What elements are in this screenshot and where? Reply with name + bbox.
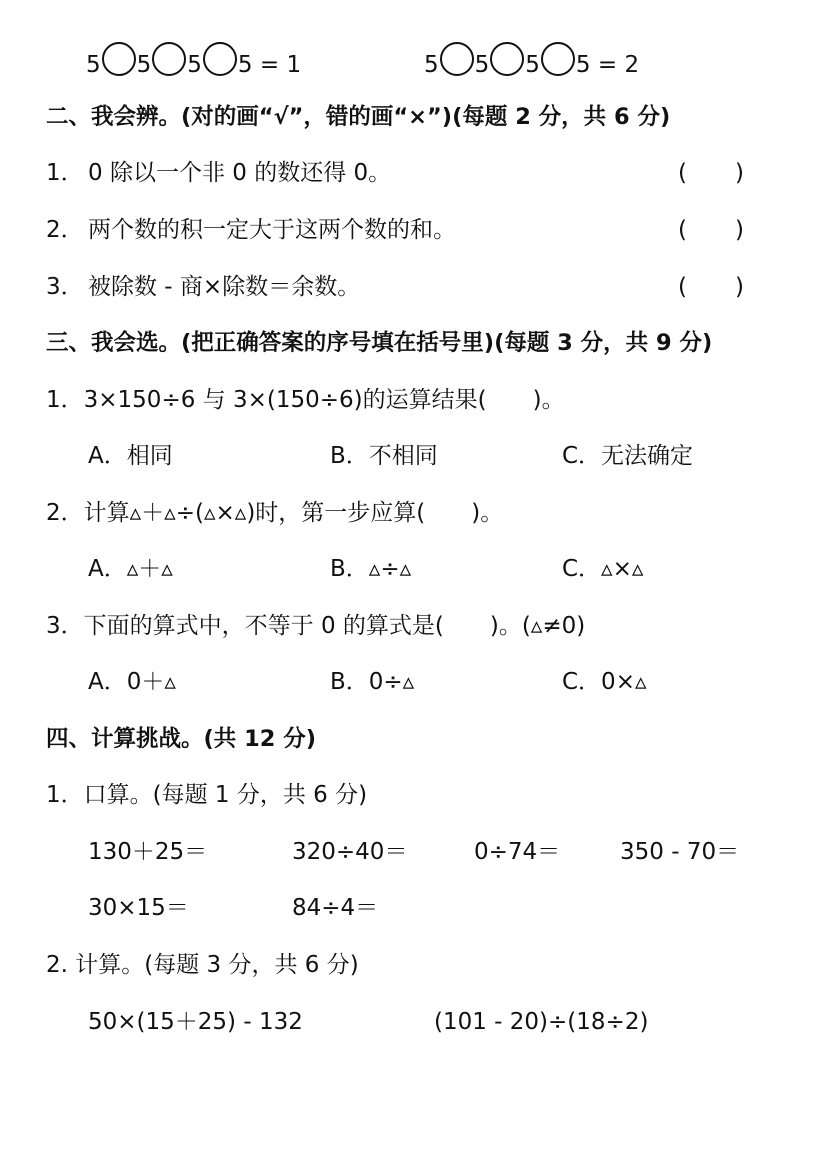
number: 5 (237, 52, 253, 78)
calc-item: 130＋25＝ (88, 839, 208, 865)
section-2-heading (0, 97, 820, 137)
judge-item-3 (0, 267, 820, 307)
blank-circle[interactable] (152, 42, 186, 76)
blank-circle[interactable] (203, 42, 237, 76)
option-b[interactable]: B．不相同 (330, 443, 438, 469)
calc-item: 350 - 70＝ (620, 839, 740, 865)
answer-bracket-close[interactable]: ) (735, 217, 744, 243)
answer-bracket-close[interactable]: ) (735, 274, 744, 300)
option-a[interactable]: A．相同 (88, 443, 173, 469)
calc-expression: (101 - 20)÷(18÷2) (434, 1009, 649, 1035)
calc-item: 320÷40＝ (292, 839, 408, 865)
calc-expression: 50×(15＋25) - 132 (88, 1009, 303, 1035)
calc-row (0, 1002, 820, 1042)
equation-row (0, 42, 820, 82)
equation-2 (424, 42, 639, 85)
choice-question-1 (0, 380, 820, 420)
part-title: 1．口算。(每题 1 分，共 6 分) (46, 782, 368, 808)
option-c[interactable]: C．▵×▵ (562, 556, 644, 582)
option-b[interactable]: B．0÷▵ (330, 669, 415, 695)
section-4-heading (0, 719, 820, 759)
option-a[interactable]: A．0＋▵ (88, 669, 176, 695)
option-b[interactable]: B．▵÷▵ (330, 556, 412, 582)
choice-options-1 (0, 436, 820, 476)
calc-item: 30×15＝ (88, 895, 189, 921)
calc-item: 84÷4＝ (292, 895, 379, 921)
equation-result: = 2 (597, 52, 640, 78)
question-text: 2．计算▵＋▵÷(▵×▵)时，第一步应算( )。 (46, 500, 504, 526)
answer-bracket-open[interactable]: ( (678, 217, 687, 243)
option-c[interactable]: C．0×▵ (562, 669, 647, 695)
section-title: 四、计算挑战。(共 12 分) (46, 726, 317, 752)
blank-circle[interactable] (541, 42, 575, 76)
oral-calc-heading (0, 775, 820, 815)
number: 5 (187, 52, 202, 78)
section-3-heading (0, 323, 820, 363)
item-number: 1． (46, 160, 84, 186)
question-text: 3．下面的算式中，不等于 0 的算式是( )。(▵≠0) (46, 613, 586, 639)
option-c[interactable]: C．无法确定 (562, 443, 694, 469)
item-text: 0 除以一个非 0 的数还得 0。 (88, 160, 392, 186)
judge-item-2 (0, 210, 820, 250)
choice-question-3 (0, 606, 820, 646)
section-title: 二、我会辨。(对的画“√”，错的画“×”)(每题 2 分，共 6 分) (46, 104, 671, 130)
judge-item-1 (0, 153, 820, 193)
item-number: 3． (46, 274, 84, 300)
equation-result: = 1 (259, 52, 302, 78)
number: 5 (474, 52, 490, 78)
choice-question-2 (0, 493, 820, 533)
answer-bracket-open[interactable]: ( (678, 274, 687, 300)
number: 5 (86, 52, 101, 78)
oral-calc-row-2 (0, 888, 820, 928)
blank-circle[interactable] (490, 42, 524, 76)
calc-item: 0÷74＝ (474, 839, 561, 865)
number: 5 (525, 52, 540, 78)
item-text: 两个数的积一定大于这两个数的和。 (88, 217, 456, 243)
calc-heading (0, 945, 820, 985)
part-title: 2. 计算。(每题 3 分，共 6 分) (46, 952, 359, 978)
blank-circle[interactable] (102, 42, 136, 76)
answer-bracket-close[interactable]: ) (735, 160, 744, 186)
choice-options-2 (0, 549, 820, 589)
item-text: 被除数 - 商×除数＝余数。 (88, 274, 361, 300)
equation-1 (86, 42, 301, 85)
answer-bracket-open[interactable]: ( (678, 160, 687, 186)
item-number: 2． (46, 217, 84, 243)
question-text: 1．3×150÷6 与 3×(150÷6)的运算结果( )。 (46, 387, 565, 413)
number: 5 (136, 52, 152, 78)
option-a[interactable]: A．▵＋▵ (88, 556, 173, 582)
choice-options-3 (0, 662, 820, 702)
oral-calc-row-1 (0, 832, 820, 872)
section-title: 三、我会选。(把正确答案的序号填在括号里)(每题 3 分，共 9 分) (46, 330, 713, 356)
blank-circle[interactable] (440, 42, 474, 76)
number: 5 (424, 52, 439, 78)
number: 5 (575, 52, 591, 78)
